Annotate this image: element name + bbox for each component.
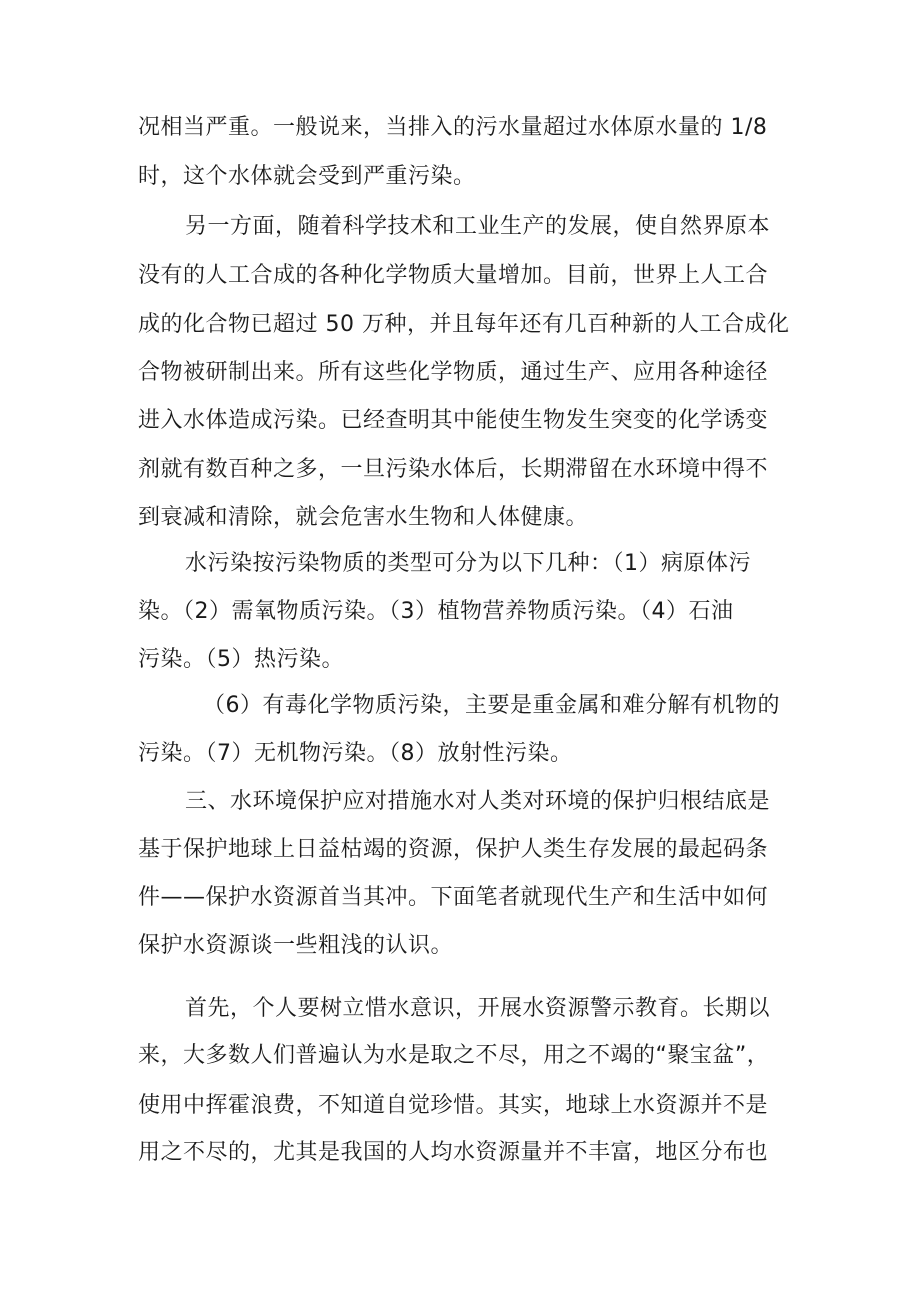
text-line: 合物被研制出来。所有这些化学物质，通过生产、应用各种途径: [138, 360, 769, 385]
text-line: 剂就有数百种之多，一旦污染水体后，长期滞留在水环境中得不: [138, 457, 769, 482]
text-line: 况相当严重。一般说来，当排入的污水量超过水体原水量的 1/8: [138, 115, 768, 140]
text-line: 用之不尽的，尤其是我国的人均水资源量并不丰富，地区分布也: [138, 1140, 769, 1165]
text-line: 件——保护水资源首当其冲。下面笔者就现代生产和生活中如何: [138, 885, 769, 910]
text-line: 首先，个人要树立惜水意识，开展水资源警示教育。长期以: [185, 996, 771, 1021]
text-line: 基于保护地球上日益枯竭的资源，保护人类生存发展的最起码条: [138, 837, 769, 862]
text-line: 另一方面，随着科学技术和工业生产的发展，使自然界原本: [185, 214, 771, 239]
text-line: 来，大多数人们普遍认为水是取之不尽，用之不竭的“聚宝盆”，: [138, 1043, 770, 1068]
text-line: 污染。（5）热污染。: [138, 647, 344, 672]
text-line: 进入水体造成污染。已经查明其中能使生物发生突变的化学诱变: [138, 408, 769, 433]
text-line: 到衰减和清除，就会危害水生物和人体健康。: [138, 505, 589, 530]
text-line: 染。（2）需氧物质污染。（3）植物营养物质污染。（4）石油: [138, 599, 734, 624]
text-line: 时，这个水体就会受到严重污染。: [138, 164, 476, 189]
text-line: 污染。（7）无机物污染。（8）放射性污染。: [138, 741, 573, 766]
text-line: 成的化合物已超过 50 万种，并且每年还有几百种新的人工合成化: [138, 312, 790, 337]
text-line: （6）有毒化学物质污染，主要是重金属和难分解有机物的: [203, 693, 780, 718]
text-line: 使用中挥霍浪费，不知道自觉珍惜。其实，地球上水资源并不是: [138, 1093, 769, 1118]
text-line: 没有的人工合成的各种化学物质大量增加。目前，世界上人工合: [138, 263, 769, 288]
text-line: 保护水资源谈一些粗浅的认识。: [138, 933, 454, 958]
text-line: 三、水环境保护应对措施水对人类对环境的保护归根结底是: [185, 789, 771, 814]
text-line: 水污染按污染物质的类型可分为以下几种：（1）病原体污: [185, 551, 751, 576]
